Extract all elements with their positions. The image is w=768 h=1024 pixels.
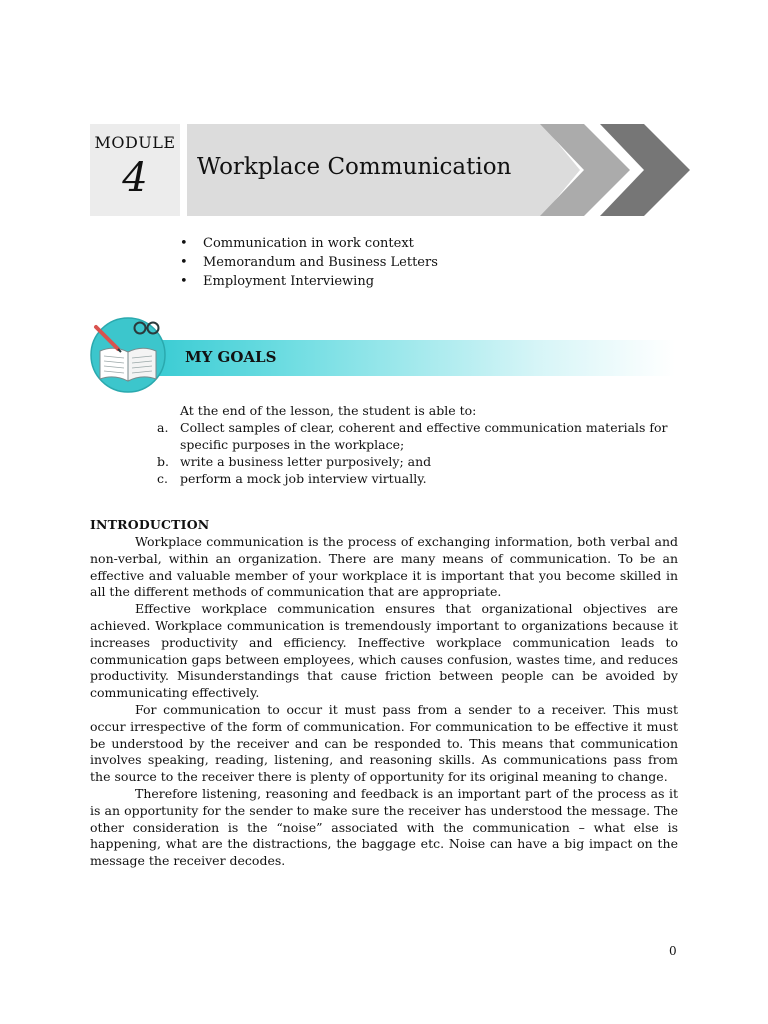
paragraph: For communication to occur it must pass from a sender to a receiver. This must occur irrespective of the form of communication. For communication to be effective it must be understood by the receiver and can be responded to. This means that communication involves speaking, reading, listening, and reasoning skills. As communications pass from the source to the receiver there is plenty of opportunity for its original meaning to change. bbox=[90, 701, 678, 785]
list-item: b. write a business letter purposively; and bbox=[157, 454, 432, 469]
list-item: c. perform a mock job interview virtually. bbox=[157, 471, 427, 486]
list-item: a. Collect samples of clear, coherent and effective communication materials for specific purposes in the workplace; bbox=[157, 420, 668, 452]
list-marker: c. bbox=[157, 471, 168, 486]
introduction-body bbox=[90, 534, 678, 870]
goals-title: MY GOALS bbox=[185, 348, 277, 366]
objectives-list bbox=[150, 419, 680, 487]
bullet-icon: • bbox=[180, 274, 188, 289]
paragraph: Therefore listening, reasoning and feedback is an important part of the process as it is an opportunity for the sender to make sure the receiver has understood the message. The other consideration is the “noise” associated with the communication – what else is happening, what are the distractions, the baggage etc. Noise can have a big impact on the message the receiver decodes. bbox=[90, 785, 678, 869]
bullet-icon: • bbox=[180, 255, 188, 270]
module-badge bbox=[90, 124, 180, 216]
page-number: 0 bbox=[669, 944, 677, 958]
topic-list bbox=[180, 234, 438, 291]
paragraph: Effective workplace communication ensures that organizational objectives are achieved. Workplace communication is tremendously important to organizations because it increases productivity and efficiency. Ineffective workplace communication leads to communication gaps between employees, which causes confusion, wastes time, and reduces productivity. Misunderstandings that cause friction between people can be avoided by communicating effectively. bbox=[90, 601, 678, 701]
section-heading: INTRODUCTION bbox=[90, 517, 210, 532]
list-item: • Communication in work context bbox=[180, 236, 414, 251]
module-number: 4 bbox=[122, 155, 148, 201]
bullet-icon: • bbox=[180, 236, 188, 251]
list-marker: b. bbox=[157, 454, 169, 469]
list-item: • Employment Interviewing bbox=[180, 274, 375, 289]
module-title: Workplace Communication bbox=[197, 154, 512, 180]
objectives-intro: At the end of the lesson, the student is able to: bbox=[180, 403, 477, 418]
module-label: MODULE bbox=[94, 133, 176, 152]
list-marker: a. bbox=[157, 420, 169, 435]
list-item: • Memorandum and Business Letters bbox=[180, 255, 438, 270]
open-book-with-pencil-and-glasses-icon bbox=[88, 315, 168, 395]
paragraph: Workplace communication is the process of exchanging information, both verbal and non-verbal, within an organization. There are many means of communication. To be an effective and valuable member of your workplace it is important that you become skilled in all the different methods of communication that are appropriate. bbox=[90, 534, 678, 600]
